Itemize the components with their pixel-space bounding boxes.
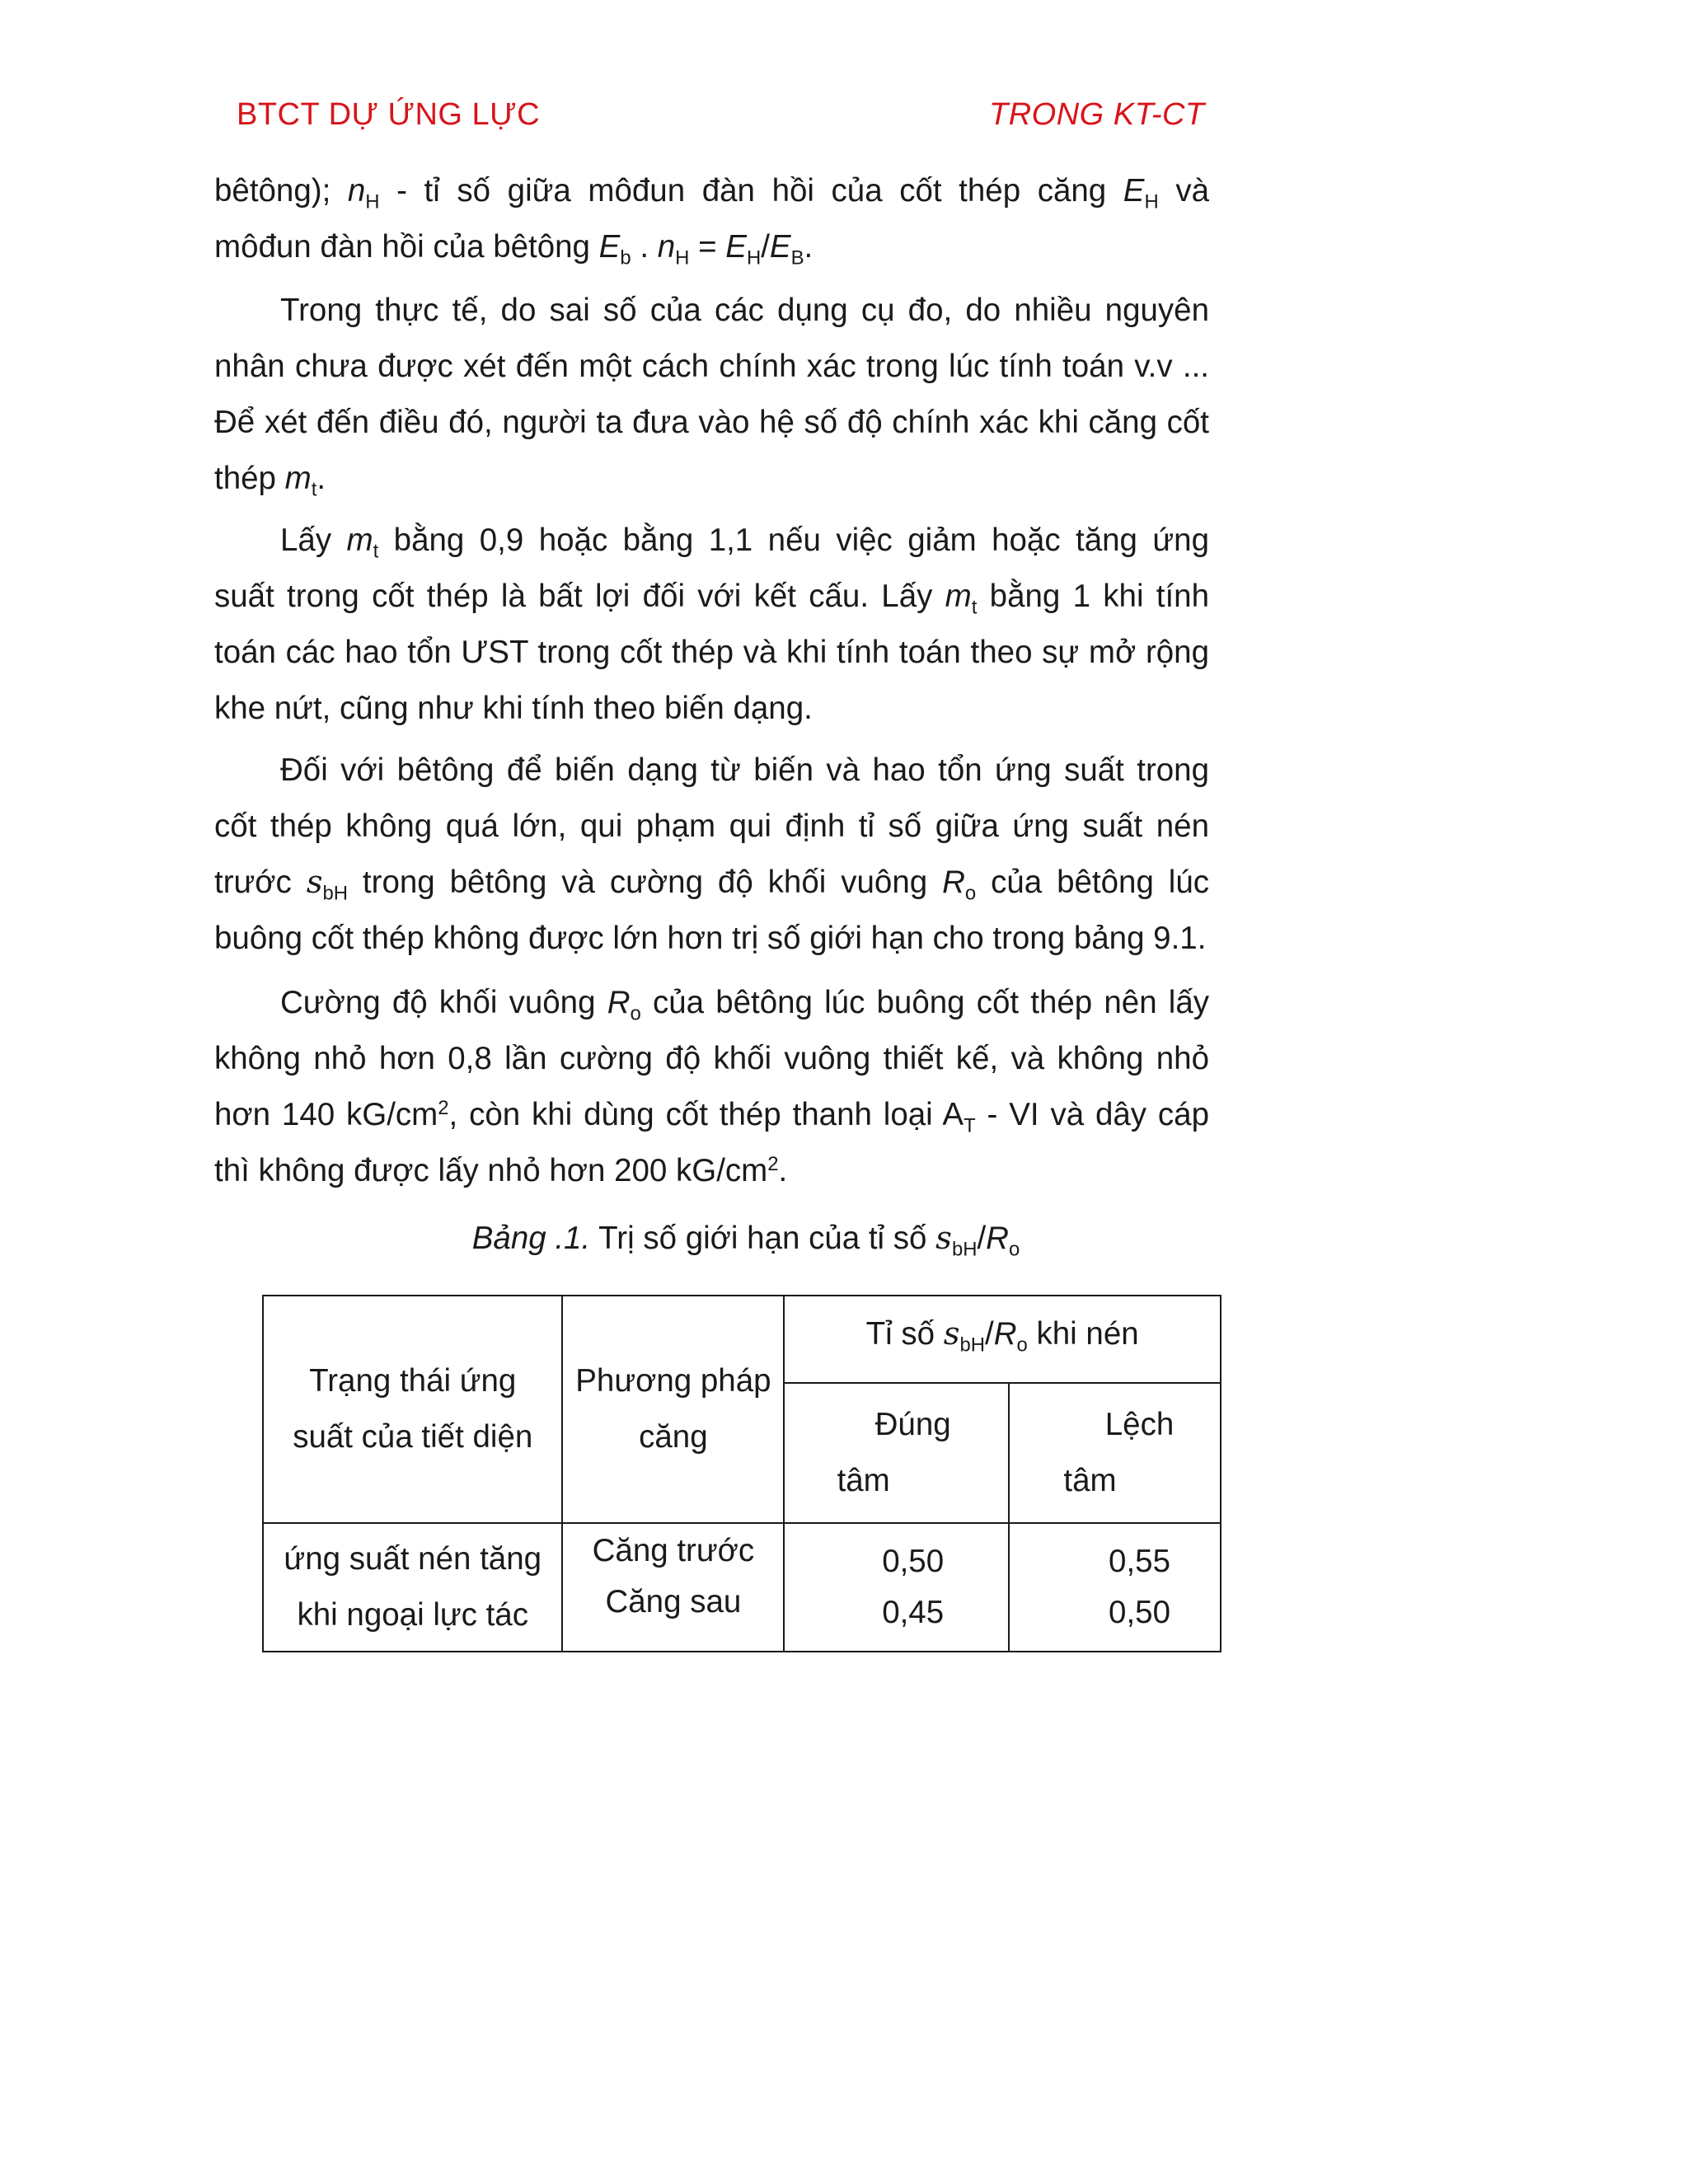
row-axial-values: 0,50 0,45	[784, 1523, 1009, 1652]
header-right-title: TRONG KT-CT	[989, 97, 1205, 132]
paragraph-4: Đối với bêtông để biến dạng từ biến và hao tổn ứng suất trong cốt thép không quá lớn, qui phạm qui định tỉ số giữa ứng suất nén trước $s_{bH}$ trong bêtông và cường độ khối vuông $R_o$ của bêtông lúc buông cốt thép không được lớn hơn trị số giới hạn cho trong bảng 9.1.	[214, 752, 1210, 956]
row-eccentric-values: 0,55 0,50	[1009, 1523, 1221, 1652]
paragraph-3: Lấy $m_t$ bằng 0,9 hoặc bằng 1,1 nếu việc giảm hoặc tăng ứng suất trong cốt thép là bất lợi đối với kết cấu. Lấy $m_t$ bằng 1 khi tính toán các hao tổn ƯST trong cốt thép và khi tính toán theo sự mở rộng khe nứt, cũng như khi tính theo biến dạng.	[214, 523, 1209, 726]
row-stress-state: ứng suất nén tăng khi ngoại lực tác	[263, 1523, 562, 1652]
paragraph-1: bêtông); $n_H$ - tỉ số giữa môđun đàn hồi của cốt thép căng $E_H$ và môđun đàn hồi của bêtông $E_b$ . $n_H = E_H/E_B$.	[214, 173, 1209, 269]
header-tension-method: Phương pháp căng	[562, 1296, 784, 1523]
header-eccentric: Lệch tâm	[1009, 1383, 1221, 1523]
header-ratio: Tỉ số $s_{bH}/R_o$ khi nén	[784, 1296, 1221, 1383]
paragraph-2: Trong thực tế, do sai số của các dụng cụ đo, do nhiều nguyên nhân chưa được xét đến một cách chính xác trong lúc tính toán v.v ... Để xét đến điều đó, người ta đưa vào hệ số độ chính xác khi căng cốt thép $m_t$.	[214, 293, 1209, 501]
table-row	[263, 1523, 1221, 1652]
header-stress-state: Trạng thái ứng suất của tiết diện	[263, 1296, 562, 1523]
header-left-title: BTCT DỰ ỨNG LỰC	[237, 97, 541, 132]
row-tension-method: Căng trước Căng sau	[562, 1523, 784, 1652]
limit-ratio-table	[262, 1295, 1221, 1652]
header-axial: Đúng tâm	[784, 1383, 1009, 1523]
paragraph-5: Cường độ khối vuông $R_o$ của bêtông lúc buông cốt thép nên lấy không nhỏ hơn 0,8 lần cường độ khối vuông thiết kế, và không nhỏ hơn 140 $kG/cm^2$, còn khi dùng cốt thép thanh loại $A_T$ - VI và dây cáp thì không được lấy nhỏ hơn 200 $kG/cm^2$.	[214, 985, 1209, 1188]
table-caption: Bảng .1. Trị số giới hạn của tỉ số $s_{bH}/R_o$	[471, 1220, 1020, 1261]
